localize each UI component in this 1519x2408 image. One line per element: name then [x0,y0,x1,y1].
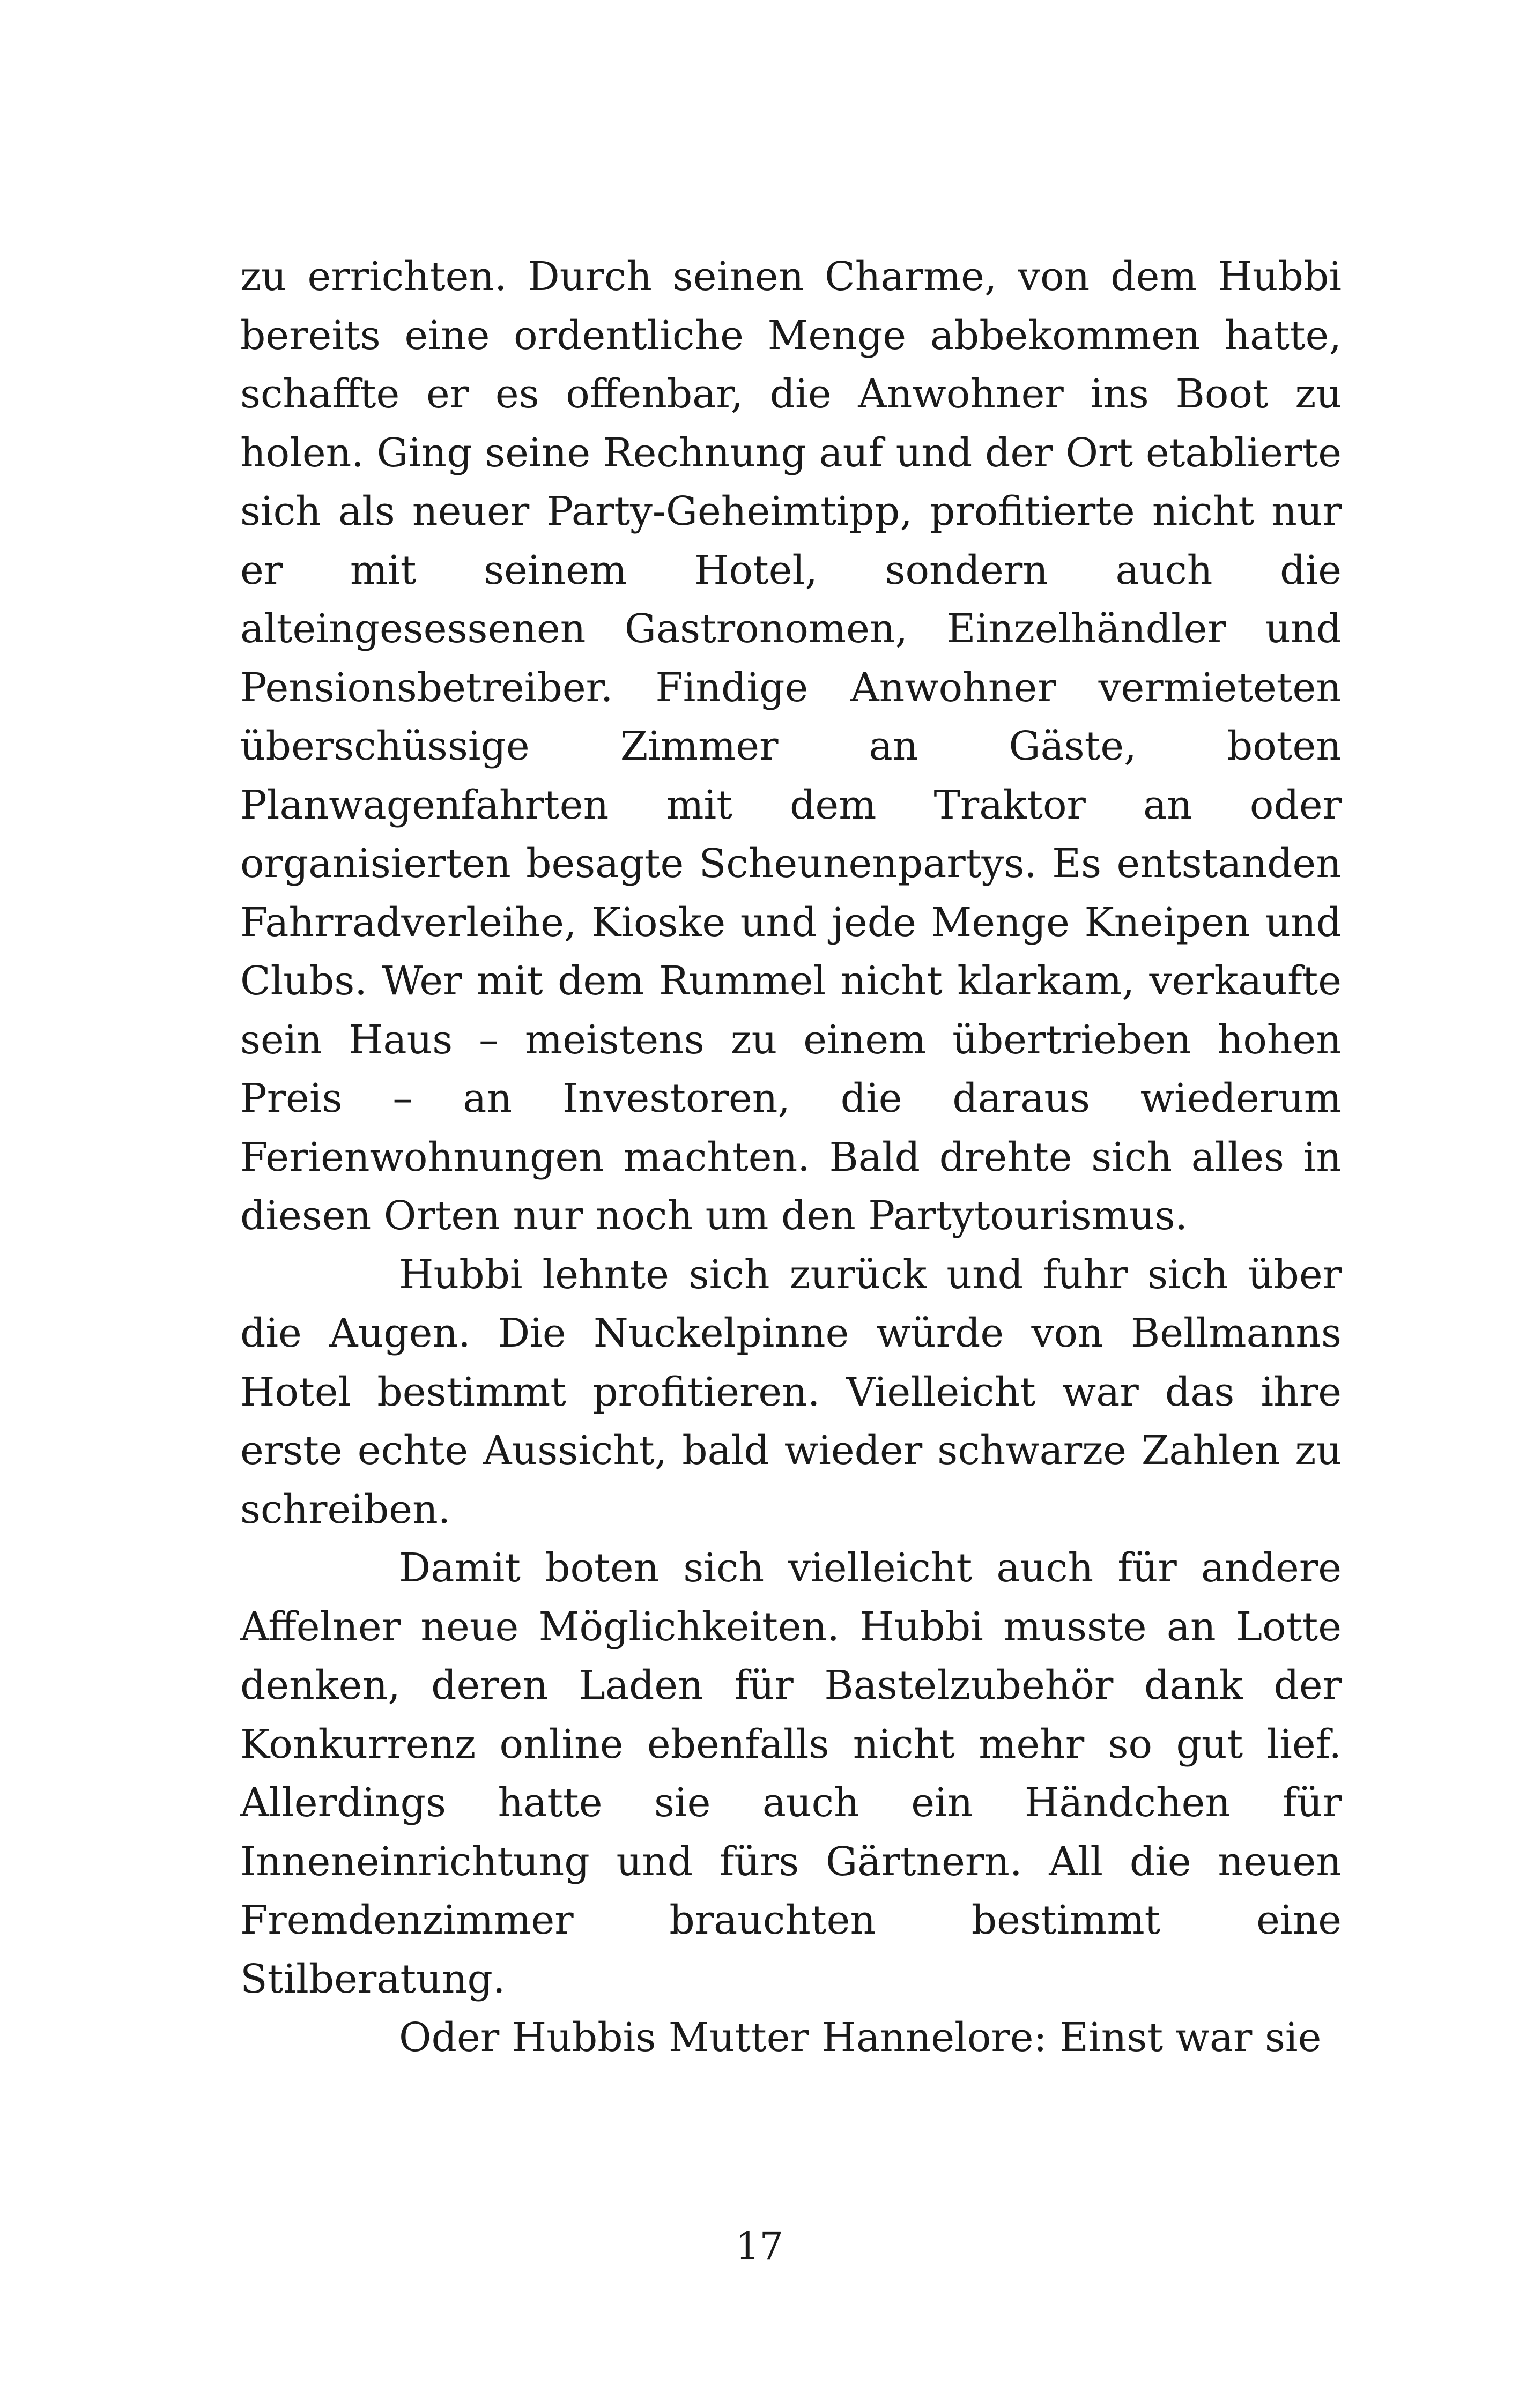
page-number: 17 [735,2224,784,2268]
paragraph-4: Oder Hubbis Mutter Hannelore: Einst war sie [399,2015,1322,2061]
paragraph-3: Damit boten sich vielleicht auch für andere Affelner neue Möglichkeiten. Hubbi musste an Lotte denken, deren Laden für Bastelzubehör dank der Konkurrenz online ebenfalls nicht mehr so gut lief. Allerdings hatte sie auch ein Händchen für Inneneinrichtung und fürs Gärtnern. All die neuen Fremdenzimmer brauchten bestimmt eine Stilberatung. [240,1545,1342,2002]
paragraph-1: zu errichten. Durch seinen Charme, von dem Hubbi bereits eine ordentliche Menge abbekommen hatte, schaffte er es offenbar, die Anwohner ins Boot zu holen. Ging seine Rechnung auf und der Ort etablierte sich als neuer Party-Geheimtipp, profitierte nicht nur er mit seinem Hotel, sondern auch die alteingesessenen Gastronomen, Einzelhändler und Pensionsbetreiber. Findige Anwohner vermieteten überschüssige Zimmer an Gäste, boten Planwagenfahrten mit dem Traktor an oder organisierten besagte Scheunenpartys. Es entstanden Fahrradverleihe, Kioske und jede Menge Kneipen und Clubs. Wer mit dem Rummel nicht klarkam, verkaufte sein Haus – meistens zu einem übertrieben hohen Preis – an Investoren, die daraus wiederum Ferienwohnungen machten. Bald drehte sich alles in diesen Orten nur noch um den Partytourismus. [240,254,1342,1239]
body-text [240,248,1342,2068]
paragraph-2: Hubbi lehnte sich zurück und fuhr sich über die Augen. Die Nuckelpinne würde von Bellmanns Hotel bestimmt profitieren. Vielleicht war das ihre erste echte Aussicht, bald wieder schwarze Zahlen zu schreiben. [240,1251,1342,1533]
